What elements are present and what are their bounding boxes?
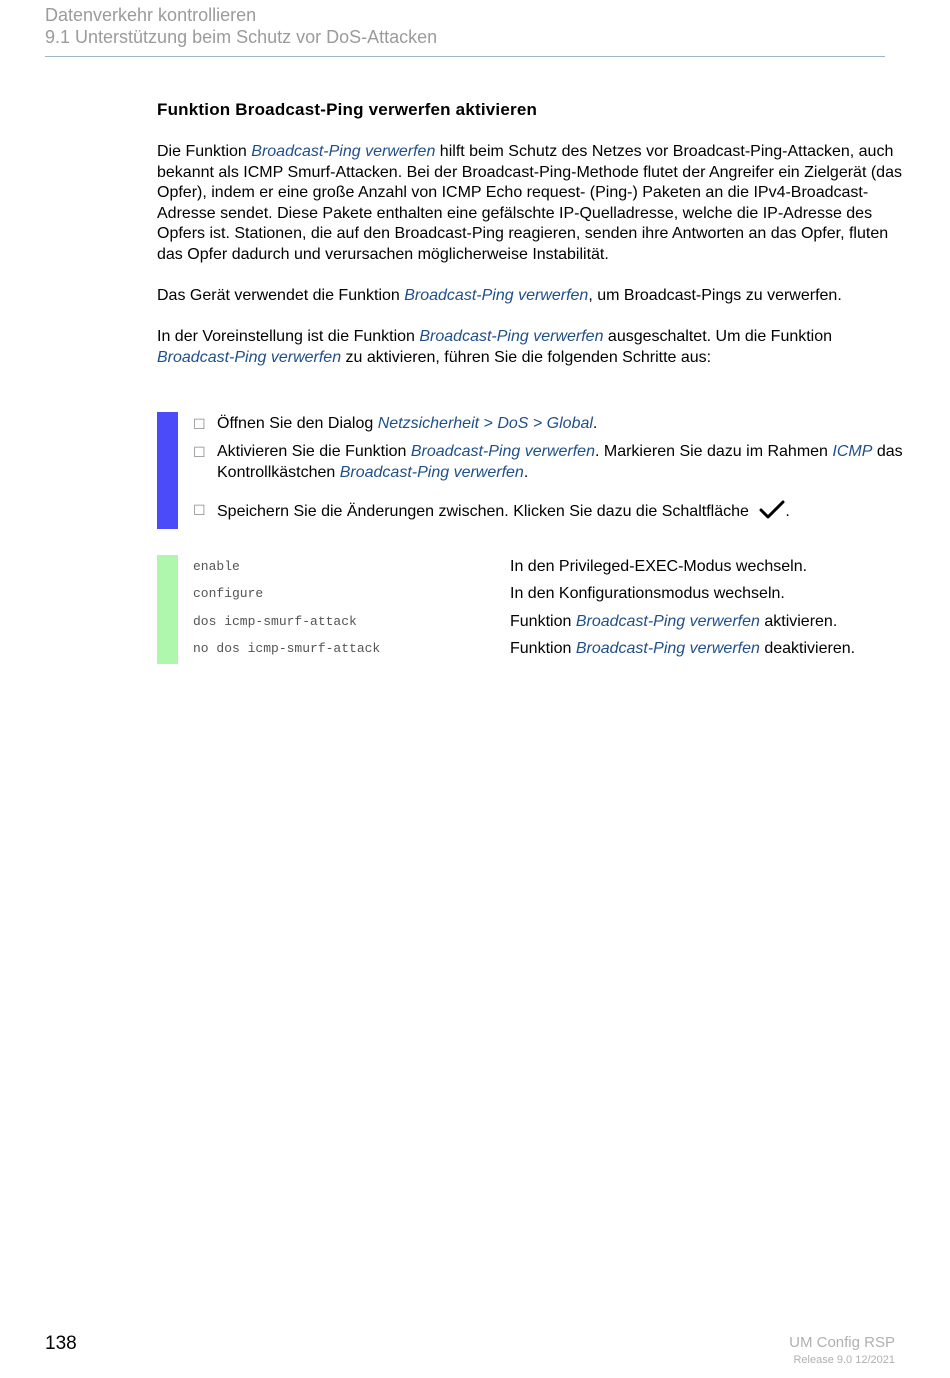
step-text bbox=[217, 500, 903, 523]
step3-text-2: . bbox=[785, 503, 790, 520]
cli-bar bbox=[157, 555, 178, 664]
step-text bbox=[217, 414, 903, 435]
cli-desc-text: Funktion bbox=[510, 613, 576, 630]
header-chapter: Datenverkehr kontrollieren bbox=[45, 5, 257, 25]
cli-desc-text: deaktivieren. bbox=[759, 640, 856, 657]
step1-text-2: . bbox=[592, 415, 598, 432]
instruction-bar bbox=[157, 412, 178, 529]
footer-release: Release 9.0 12/2021 bbox=[793, 1354, 895, 1366]
cli-desc-link: Broadcast-Ping verwerfen bbox=[575, 613, 760, 630]
para3-link-broadcast-ping-1: Broadcast-Ping verwerfen bbox=[419, 328, 604, 345]
step2-link-broadcast-ping: Broadcast-Ping verwerfen bbox=[410, 443, 595, 460]
step2-text-4: . bbox=[523, 463, 529, 481]
para3-text-1: In der Voreinstellung ist die Funktion bbox=[157, 328, 420, 345]
cli-desc-text: Funktion bbox=[510, 640, 576, 657]
para2-text-1: Das Gerät verwendet die Funktion bbox=[157, 287, 405, 304]
para3-text-3: zu aktivieren, führen Sie die folgenden Schritte aus: bbox=[341, 348, 712, 366]
step-checkbox-icon: ☐ bbox=[193, 502, 206, 518]
cli-desc-text: aktivieren. bbox=[759, 613, 838, 630]
cli-command: no dos icmp-smurf-attack bbox=[193, 641, 381, 656]
step-text bbox=[217, 442, 903, 483]
page-number: 138 bbox=[45, 1333, 77, 1354]
cli-desc-link: Broadcast-Ping verwerfen bbox=[575, 640, 760, 657]
step-checkbox-icon: ☐ bbox=[193, 444, 206, 460]
header-section: 9.1 Unterstützung beim Schutz vor DoS-Attacken bbox=[45, 27, 438, 47]
para3-link-broadcast-ping-2: Broadcast-Ping verwerfen bbox=[157, 348, 342, 366]
step1-text-1: Öffnen Sie den Dialog bbox=[217, 415, 378, 432]
cli-command: dos icmp-smurf-attack bbox=[193, 614, 357, 629]
cli-command: enable bbox=[193, 559, 240, 574]
header-divider bbox=[45, 56, 885, 57]
para1-text-2: hilft beim Schutz des Netzes vor Broadcast-Ping-Attacken, auch bekannt als ICMP Smurf-Attacken. Bei der Broadcast-Ping-Methode flutet der Angreifer ein Zielgerät (das Opfer), indem er eine große Anzahl von ICMP Echo request- (Ping-) Paketen an die IPv4-Broadcast-Adresse sendet. Diese Pakete enthalten eine gefälschte IP-Quelladresse, welche die IP-Adresse des Opfers ist. Stationen, die auf den Broadcast-Ping reagieren, senden ihre Antworten an das Opfer, fluten das Opfer dadurch und verursachen möglicherweise Instabilität. bbox=[157, 143, 902, 263]
usage-paragraph bbox=[157, 286, 902, 307]
cli-description bbox=[510, 640, 855, 658]
footer-doc-title: UM Config RSP bbox=[789, 1334, 895, 1351]
cli-description bbox=[510, 558, 807, 576]
step1-link-dialog-path: Netzsicherheit > DoS > Global bbox=[377, 415, 593, 432]
cli-desc-text: In den Konfigurationsmodus wechseln. bbox=[510, 585, 785, 602]
para3-text-2: ausgeschaltet. Um die Funktion bbox=[603, 328, 833, 345]
cli-desc-text: In den Privileged-EXEC-Modus wechseln. bbox=[510, 558, 808, 575]
step2-link-checkbox-name: Broadcast-Ping verwerfen bbox=[339, 463, 524, 481]
para1-text-1: Die Funktion bbox=[157, 143, 252, 160]
cli-description bbox=[510, 613, 837, 631]
step2-text-2: . Markieren Sie dazu im Rahmen bbox=[594, 443, 833, 460]
section-heading: Funktion Broadcast-Ping verwerfen aktivieren bbox=[157, 100, 538, 119]
checkmark-icon bbox=[759, 500, 785, 520]
para2-text-2: , um Broadcast-Pings zu verwerfen. bbox=[588, 287, 842, 304]
para2-link-broadcast-ping: Broadcast-Ping verwerfen bbox=[404, 287, 589, 304]
intro-paragraph bbox=[157, 142, 902, 266]
cli-command: configure bbox=[193, 586, 264, 601]
step2-text-1: Aktivieren Sie die Funktion bbox=[217, 443, 411, 460]
para1-link-broadcast-ping: Broadcast-Ping verwerfen bbox=[251, 143, 436, 160]
default-paragraph bbox=[157, 327, 902, 368]
step-checkbox-icon: ☐ bbox=[193, 416, 206, 432]
step3-text-1: Speichern Sie die Änderungen zwischen. Klicken Sie dazu die Schaltfläche bbox=[217, 503, 749, 520]
cli-description bbox=[510, 585, 785, 603]
step2-text-3: das Kontrollkästchen bbox=[217, 443, 903, 481]
step2-link-icmp: ICMP bbox=[832, 443, 873, 460]
